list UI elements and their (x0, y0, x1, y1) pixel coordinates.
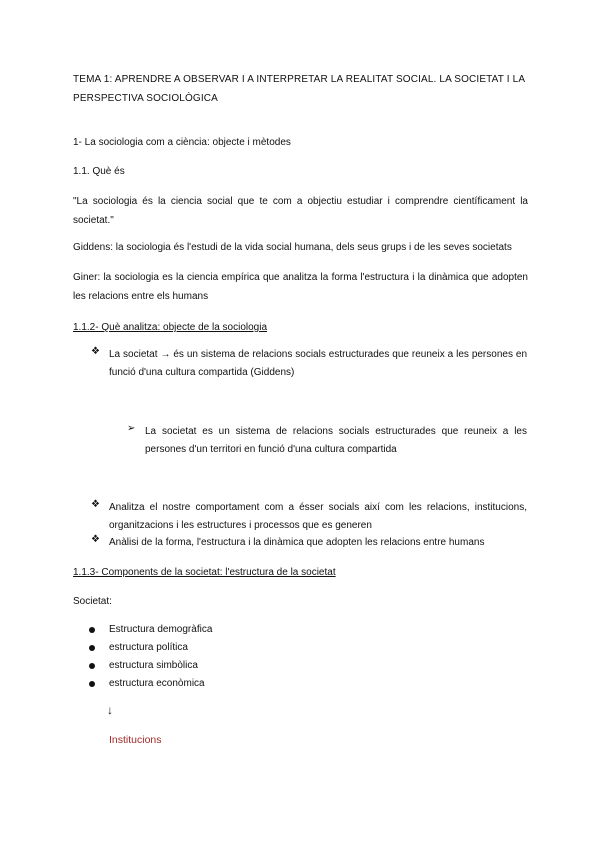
diamond-bullet-icon: ❖ (91, 534, 100, 545)
list-item: Analitza el nostre comportament com a ésser socials així com les relacions, institucions, organitzacions i les estructures i processos que es generen (109, 502, 527, 531)
diamond-bullet-icon: ❖ (91, 499, 100, 510)
arrow-bullet-icon: ➢ (127, 423, 136, 434)
bullet-dot-icon (89, 627, 95, 633)
section-heading-1-1-3: 1.1.3- Components de la societat: l'estructura de la societat (73, 567, 336, 578)
bullet-dot-icon (89, 663, 95, 669)
diamond-bullet-icon: ❖ (91, 346, 100, 357)
structure-item: estructura simbòlica (109, 660, 198, 671)
section-heading-1-1-2: 1.1.2- Què analitza: objecte de la sociologia (73, 322, 268, 333)
definition-paragraph: "La sociologia és la ciencia social que te com a objectiu estudiar i comprendre científicament la societat." (73, 196, 528, 226)
section-heading-1-1: 1.1. Què és (73, 166, 125, 177)
giner-paragraph: Giner: la sociologia es la ciencia empírica que analitza la forma l'estructura i la dinàmica que adopten les relacions entre els humans (73, 272, 528, 302)
list-item: La societat → és un sistema de relacions socials estructurades que reuneix a les persones en funció d'una cultura compartida (Giddens) (109, 349, 527, 378)
list-item-sub: La societat es un sistema de relacions socials estructurades que reuneix a les persones d'un territori en funció d'una cultura compartida (145, 426, 527, 455)
giddens-paragraph: Giddens: la sociologia és l'estudi de la vida social humana, dels seus grups i de les seves societats (73, 242, 512, 253)
list-item: Anàlisi de la forma, l'estructura i la dinàmica que adopten les relacions entre humans (109, 537, 485, 548)
societat-label: Societat: (73, 596, 112, 607)
document-title: TEMA 1: APRENDRE A OBSERVAR I A INTERPRETAR LA REALITAT SOCIAL. LA SOCIETAT I LA PERSPECTIVA SOCIOLÒGICA (73, 74, 525, 104)
bullet-dot-icon (89, 645, 95, 651)
structure-item: Estructura demogràfica (109, 624, 213, 635)
structure-item: estructura econòmica (109, 678, 205, 689)
bullet-dot-icon (89, 681, 95, 687)
structure-item: estructura política (109, 642, 188, 653)
section-heading-1: 1- La sociologia com a ciència: objecte i mètodes (73, 137, 291, 148)
institucions-label: Institucions (109, 734, 162, 746)
down-arrow-icon: ↓ (107, 703, 113, 717)
